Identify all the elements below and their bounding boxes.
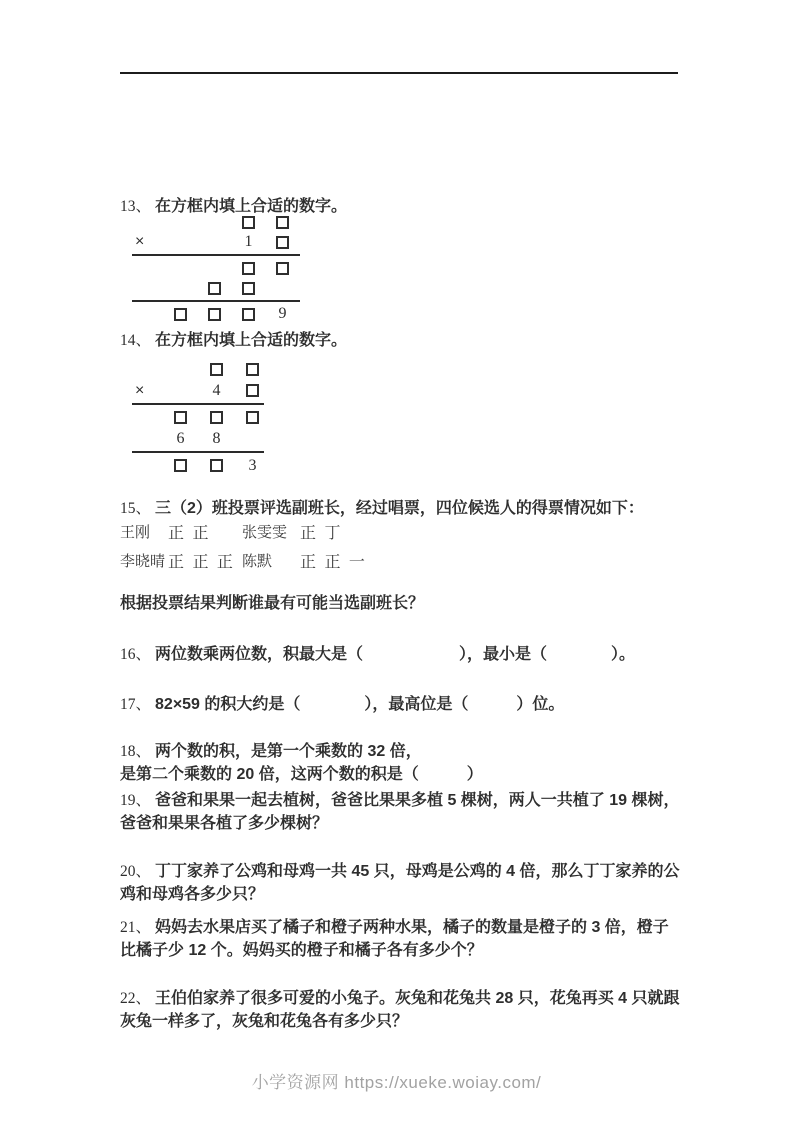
- answer-box: [208, 282, 221, 295]
- p14-product-ones-digit: 3: [248, 456, 257, 474]
- answer-box: [174, 411, 187, 424]
- top-divider-rule: [120, 72, 678, 74]
- problem-16-line-1: 16、 两位数乘两位数，积最大是（ ），最小是（ ）。: [120, 646, 636, 663]
- problem-18: [120, 740, 705, 786]
- problem-21-number: 21、: [120, 919, 152, 936]
- problem-21-line-1: 21、 妈妈去水果店买了橘子和橙子两种水果，橘子的数量是橙子的 3 倍，橙子: [120, 919, 669, 936]
- problem-16-number: 16、: [120, 646, 152, 663]
- problem-20-line-2: 鸡和母鸡各多少只？: [120, 886, 265, 903]
- problem-15-question: 根据投票结果判断谁最有可能当选副班长？: [120, 595, 425, 612]
- p13-product-ones-digit: 9: [278, 305, 287, 322]
- p13-multiplier-tens-digit: 1: [244, 233, 253, 250]
- footer-site-credit: 小学资源网 https://xueke.woiay.com/: [251, 1073, 542, 1092]
- problem-15-number: 15、: [120, 500, 152, 517]
- tally-marks: 正 正 一: [300, 554, 367, 571]
- problem-18-line-2: 是第二个乘数的 20 倍，这两个数的积是（ ）: [120, 766, 483, 783]
- multiplication-grid-14: [132, 359, 280, 476]
- p14-multiplier-row: [132, 380, 280, 401]
- answer-box: [174, 459, 187, 472]
- answer-box: [242, 262, 255, 275]
- p14-rule-1: [132, 403, 264, 405]
- p14-multiplicand-row: [132, 359, 280, 380]
- tally-marks: 正 丁: [300, 525, 343, 542]
- answer-box: [246, 384, 259, 397]
- p13-rule-2: [132, 300, 300, 302]
- p14-product-row: [132, 455, 280, 476]
- tally-marks: 正 正 正: [168, 554, 235, 571]
- p14-rule-2: [132, 451, 264, 453]
- p13-partial-product-1-row: [132, 258, 308, 278]
- problem-17-number: 17、: [120, 696, 152, 713]
- candidate-name: 李晓晴: [120, 553, 166, 570]
- candidate-name: 张雯雯: [242, 524, 288, 541]
- problem-20-number: 20、: [120, 863, 152, 880]
- answer-box: [242, 282, 255, 295]
- problem-14-title: 在方框内填上合适的数字。: [155, 332, 348, 349]
- p13-multiplier-row: [132, 232, 308, 252]
- multiply-sign: ×: [135, 381, 145, 399]
- problem-17: [120, 693, 705, 716]
- p14-partial-tens-digit: 8: [212, 429, 221, 447]
- problem-20-line-1: 20、 丁丁家养了公鸡和母鸡一共 45 只，母鸡是公鸡的 4 倍，那么丁丁家养的公: [120, 863, 680, 880]
- answer-box: [242, 308, 255, 321]
- candidate-name: 王刚: [120, 524, 151, 541]
- p14-partial-product-2-row: [132, 428, 280, 449]
- problem-19-line-2: 爸爸和果果各植了多少棵树？: [120, 815, 329, 832]
- problem-13-title: 在方框内填上合适的数字。: [155, 198, 348, 215]
- problem-22-number: 22、: [120, 990, 152, 1007]
- problem-19: [120, 789, 705, 835]
- multiplication-grid-13: [132, 212, 308, 324]
- problem-21: [120, 916, 705, 962]
- problem-19-number: 19、: [120, 792, 152, 809]
- answer-box: [276, 262, 289, 275]
- problem-22-line-2: 灰兔一样多了，灰兔和花兔各有多少只？: [120, 1013, 409, 1030]
- answer-box: [210, 363, 223, 376]
- problem-13-number: 13、: [120, 198, 152, 215]
- tally-row-1: [120, 517, 367, 546]
- answer-box: [210, 411, 223, 424]
- problem-21-line-2: 比橘子少 12 个。妈妈买的橙子和橘子各有多少个？: [120, 942, 483, 959]
- problem-15-title: 三（2）班投票评选副班长，经过唱票，四位候选人的得票情况如下：: [155, 500, 644, 517]
- answer-box: [276, 216, 289, 229]
- answer-box: [208, 308, 221, 321]
- candidate-name: 陈默: [242, 553, 273, 570]
- p14-partial-hundreds-digit: 6: [176, 429, 185, 447]
- p14-partial-product-1-row: [132, 407, 280, 428]
- answer-box: [246, 411, 259, 424]
- tally-row-2: [120, 546, 367, 575]
- answer-box: [210, 459, 223, 472]
- problem-20: [120, 860, 705, 906]
- answer-box: [174, 308, 187, 321]
- answer-box: [276, 236, 289, 249]
- p13-product-row: [132, 304, 308, 324]
- answer-box: [242, 216, 255, 229]
- p13-multiplicand-row: [132, 212, 308, 232]
- problem-18-number: 18、: [120, 743, 152, 760]
- problem-16: [120, 643, 705, 666]
- multiply-sign: ×: [135, 233, 145, 250]
- problem-22-line-1: 22、 王伯伯家养了很多可爱的小兔子。灰兔和花兔共 28 只，花兔再买 4 只就跟: [120, 990, 680, 1007]
- problem-22: [120, 987, 705, 1033]
- problem-19-line-1: 19、 爸爸和果果一起去植树，爸爸比果果多植 5 棵树，两人一共植了 19 棵树，: [120, 792, 680, 809]
- answer-box: [246, 363, 259, 376]
- problem-14-number: 14、: [120, 332, 152, 349]
- tally-marks: 正 正: [168, 525, 211, 542]
- problem-14-heading: [120, 329, 705, 352]
- p14-multiplier-tens-digit: 4: [212, 381, 221, 399]
- vote-tally-table: [120, 517, 367, 575]
- problem-18-line-1: 18、 两个数的积，是第一个乘数的 32 倍，: [120, 743, 422, 760]
- p13-partial-product-2-row: [132, 278, 308, 298]
- problem-17-line-1: 17、 82×59 的积大约是（ ），最高位是（ ）位。: [120, 696, 565, 713]
- p13-rule-1: [132, 254, 300, 256]
